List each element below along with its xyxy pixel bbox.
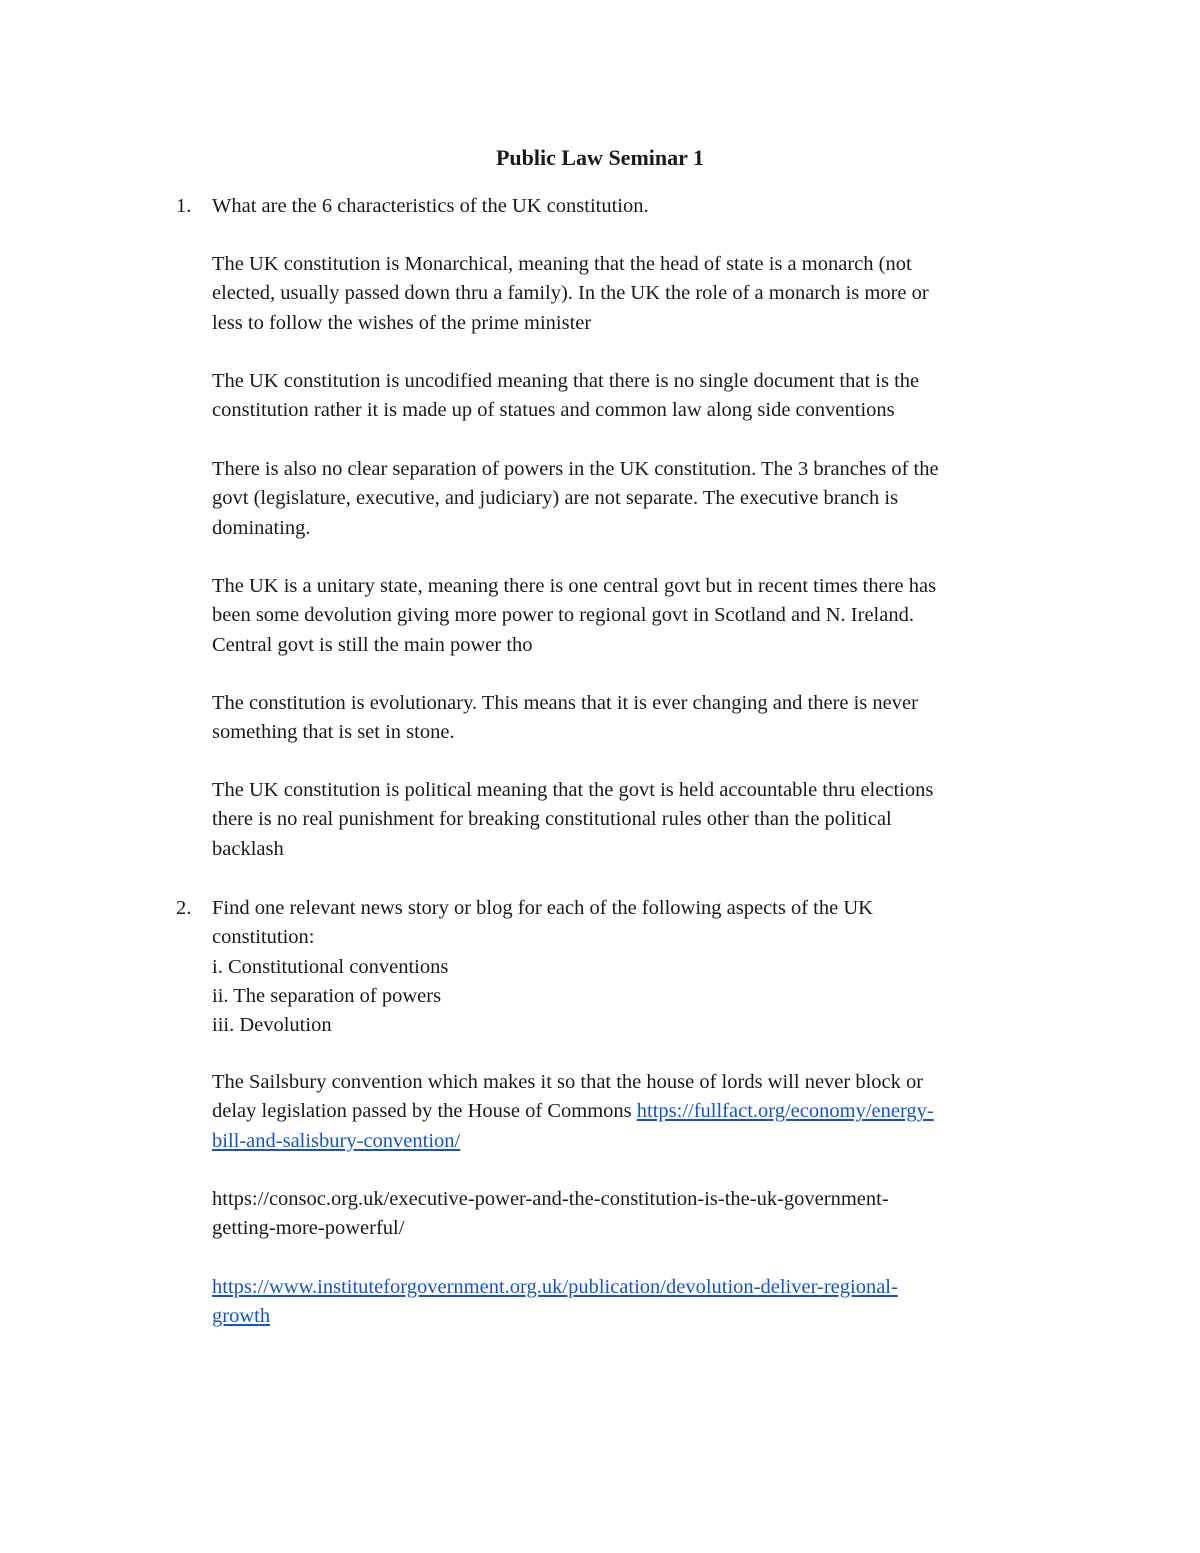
text-line: The UK constitution is political meaning that the govt is held accountable thru elections bbox=[212, 779, 934, 801]
text-line: There is also no clear separation of powers in the UK constitution. The 3 branches of the bbox=[212, 458, 939, 480]
page-title: Public Law Seminar 1 bbox=[495, 145, 704, 170]
text-line: The UK constitution is uncodified meaning that there is no single document that is the bbox=[212, 370, 920, 392]
text-line: The constitution is evolutionary. This means that it is ever changing and there is never bbox=[212, 692, 918, 714]
answer-consoc-url bbox=[212, 1185, 1057, 1244]
text-line: constitution rather it is made up of statues and common law along side conventions bbox=[212, 399, 895, 422]
question-text bbox=[212, 894, 1052, 1040]
text-line: The UK constitution is Monarchical, meaning that the head of state is a monarch (not bbox=[212, 253, 912, 275]
text-line: Find one relevant news story or blog for each of the following aspects of the UK bbox=[212, 897, 873, 919]
text-line: Central govt is still the main power tho bbox=[212, 633, 533, 656]
text-line: been some devolution giving more power to regional govt in Scotland and N. Ireland. bbox=[212, 604, 914, 627]
question-text: What are the 6 characteristics of the UK constitution. bbox=[212, 195, 649, 217]
text-line bbox=[212, 1302, 1057, 1331]
text-line: getting-more-powerful/ bbox=[212, 1217, 405, 1240]
question-number: 1. bbox=[176, 195, 192, 217]
answer-evolutionary bbox=[212, 689, 1057, 748]
text-fragment: delay legislation passed by the House of Commons bbox=[212, 1100, 637, 1123]
fullfact-link[interactable]: https://fullfact.org/economy/energy- bbox=[636, 1100, 934, 1123]
text-line: i. Constitutional conventions bbox=[212, 955, 449, 978]
text-line: something that is set in stone. bbox=[212, 721, 455, 744]
text-line: there is no real punishment for breaking constitutional rules other than the political bbox=[212, 808, 892, 831]
answer-monarchical bbox=[212, 250, 1057, 338]
answer-separation-of-powers bbox=[212, 455, 1057, 543]
text-line: dominating. bbox=[212, 516, 311, 539]
text-line: The Sailsbury convention which makes it so that the house of lords will never block or bbox=[212, 1071, 924, 1093]
text-line bbox=[212, 1097, 1057, 1126]
text-line: less to follow the wishes of the prime minister bbox=[212, 311, 592, 334]
text-line: govt (legislature, executive, and judiciary) are not separate. The executive branch is bbox=[212, 487, 899, 510]
instituteforgovernment-link[interactable]: https://www.instituteforgovernment.org.uk/publication/devolution-deliver-regional- bbox=[212, 1276, 898, 1298]
text-line: ii. The separation of powers bbox=[212, 984, 442, 1007]
text-line bbox=[212, 1127, 1057, 1156]
instituteforgovernment-link-continued[interactable]: growth bbox=[212, 1305, 271, 1328]
answer-salisbury-convention bbox=[212, 1068, 1057, 1156]
text-line bbox=[212, 1273, 1057, 1302]
text-line: backlash bbox=[212, 837, 284, 860]
answer-political bbox=[212, 776, 1057, 864]
fullfact-link-continued[interactable]: bill-and-salisbury-convention/ bbox=[212, 1129, 461, 1152]
text-line: The UK is a unitary state, meaning there is one central govt but in recent times there has bbox=[212, 575, 937, 597]
text-line: elected, usually passed down thru a family). In the UK the role of a monarch is more or bbox=[212, 282, 929, 305]
answer-unitary-state bbox=[212, 572, 1057, 660]
question-number: 2. bbox=[176, 897, 192, 919]
text-line: https://consoc.org.uk/executive-power-and-the-constitution-is-the-uk-government- bbox=[212, 1188, 889, 1210]
answer-devolution-link bbox=[212, 1273, 1057, 1332]
text-line: iii. Devolution bbox=[212, 1014, 332, 1037]
answer-uncodified bbox=[212, 367, 1057, 426]
text-line: constitution: bbox=[212, 926, 315, 949]
